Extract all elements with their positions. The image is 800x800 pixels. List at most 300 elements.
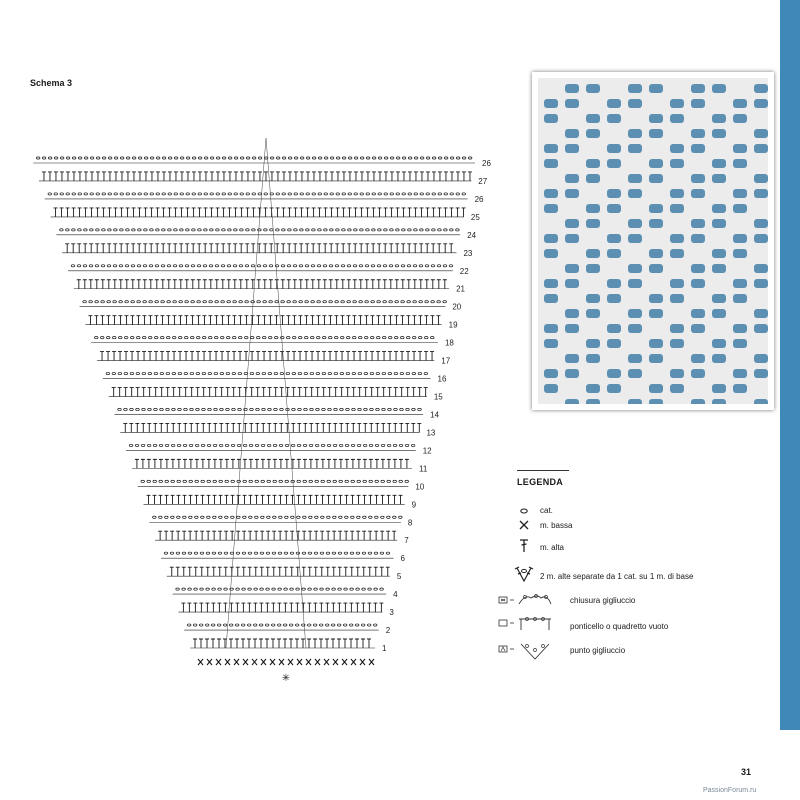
chain-mark	[273, 516, 277, 518]
stitch-mark	[229, 639, 233, 648]
chain-mark	[354, 157, 358, 159]
chain-mark	[100, 337, 104, 339]
chain-mark	[383, 265, 387, 267]
chain-mark	[208, 337, 212, 339]
chain-mark	[287, 265, 291, 267]
chain-mark	[406, 372, 410, 374]
stitch-mark	[449, 244, 453, 253]
stitch-mark	[120, 172, 124, 181]
chain-mark	[277, 624, 281, 626]
stitch-mark	[205, 639, 209, 648]
chain-mark	[194, 552, 198, 554]
chain-mark	[380, 552, 384, 554]
stitch-mark	[250, 316, 254, 325]
stitch-mark	[371, 244, 375, 253]
chain-mark	[233, 301, 237, 303]
stitch-mark	[399, 423, 403, 432]
chain-mark	[231, 480, 235, 482]
stitch-mark	[204, 208, 208, 217]
stitch-mark	[369, 459, 373, 468]
chain-mark	[360, 229, 364, 231]
schema-title: Schema 3	[30, 78, 73, 88]
mesh-hole	[586, 159, 600, 168]
mesh-hole	[607, 279, 621, 288]
foundation-single-crochet	[279, 659, 284, 665]
chain-mark	[250, 408, 254, 410]
chain-mark	[347, 265, 351, 267]
chain-mark	[337, 624, 341, 626]
stitch-mark	[102, 172, 106, 181]
stitch-mark	[200, 567, 204, 576]
stitch-mark	[376, 352, 380, 361]
chain-mark	[292, 337, 296, 339]
stitch-mark	[244, 316, 248, 325]
chain-mark	[383, 301, 387, 303]
stitch-mark	[379, 603, 383, 612]
chain-mark	[188, 552, 192, 554]
mesh-hole	[649, 264, 663, 273]
mesh-hole	[565, 144, 579, 153]
chain-mark	[224, 588, 228, 590]
stitch-mark	[215, 280, 219, 289]
chain-mark	[431, 265, 435, 267]
stitch-mark	[182, 531, 186, 540]
stitch-mark	[207, 495, 211, 504]
mesh-hole	[712, 264, 726, 273]
stitch-mark	[370, 316, 374, 325]
chain-mark	[252, 193, 256, 195]
stitch-mark	[230, 531, 234, 540]
stitch-mark	[184, 316, 188, 325]
chain-mark	[315, 480, 319, 482]
chain-mark	[351, 444, 355, 446]
stitch-mark	[143, 280, 147, 289]
stitch-mark	[210, 208, 214, 217]
chain-mark	[351, 480, 355, 482]
chain-mark	[300, 157, 304, 159]
chain-mark	[359, 265, 363, 267]
chain-mark	[387, 444, 391, 446]
chain-mark	[400, 372, 404, 374]
chain-mark	[278, 588, 282, 590]
chain-mark	[262, 408, 266, 410]
stitch-mark	[438, 208, 442, 217]
chain-mark	[306, 157, 310, 159]
stitch-mark	[132, 208, 136, 217]
chain-mark	[143, 301, 147, 303]
chain-mark	[357, 444, 361, 446]
chain-mark	[171, 444, 175, 446]
chain-mark	[113, 265, 117, 267]
stitch-mark	[273, 495, 277, 504]
stitch-mark	[426, 208, 430, 217]
chain-mark	[224, 552, 228, 554]
row-number: 23	[463, 248, 473, 258]
stitch-mark	[130, 316, 134, 325]
chain-mark	[311, 301, 315, 303]
stitch-mark	[369, 423, 373, 432]
chain-mark	[414, 157, 418, 159]
chain-mark	[142, 337, 146, 339]
chain-mark	[247, 624, 251, 626]
stitch-mark	[293, 244, 297, 253]
stitch-mark	[414, 172, 418, 181]
chain-mark	[251, 265, 255, 267]
stitch-mark	[263, 280, 267, 289]
stitch-mark	[90, 172, 94, 181]
foundation-single-crochet	[342, 659, 347, 665]
chain-mark	[393, 444, 397, 446]
stitch-mark	[262, 388, 266, 397]
chain-mark	[214, 408, 218, 410]
stitch-mark	[176, 531, 180, 540]
stitch-mark	[268, 352, 272, 361]
stitch-mark	[241, 639, 245, 648]
chain-mark	[264, 229, 268, 231]
chain-mark	[372, 157, 376, 159]
chain-mark	[420, 229, 424, 231]
mesh-hole	[565, 189, 579, 198]
stitch-mark	[237, 495, 241, 504]
chain-mark	[72, 229, 76, 231]
stitch-mark	[365, 280, 369, 289]
chain-mark	[266, 588, 270, 590]
stitch-mark	[424, 316, 428, 325]
mesh-hole	[565, 129, 579, 138]
chain-mark	[450, 157, 454, 159]
chain-mark	[251, 301, 255, 303]
stitch-mark	[252, 208, 256, 217]
mesh-hole	[586, 309, 600, 318]
stitch-mark	[337, 639, 341, 648]
legend-lily-stitch-text: punto gigliuccio	[570, 646, 626, 655]
chain-mark	[310, 408, 314, 410]
chain-mark	[214, 372, 218, 374]
chain-mark	[300, 229, 304, 231]
foundation-single-crochet	[288, 659, 293, 665]
stitch-mark	[233, 280, 237, 289]
chain-mark	[377, 265, 381, 267]
stitch-mark	[215, 244, 219, 253]
chain-mark	[313, 624, 317, 626]
stitch-mark	[355, 639, 359, 648]
chain-mark	[138, 157, 142, 159]
stitch-mark	[225, 459, 229, 468]
mesh-hole	[628, 279, 642, 288]
stitch-mark	[371, 280, 375, 289]
chain-mark	[432, 157, 436, 159]
stitch-mark	[207, 459, 211, 468]
chain-mark	[418, 337, 422, 339]
chain-mark	[227, 265, 231, 267]
chain-mark	[386, 552, 390, 554]
chain-mark	[176, 552, 180, 554]
stitch-mark	[413, 244, 417, 253]
chain-mark	[269, 265, 273, 267]
chain-mark	[261, 516, 265, 518]
stitch-mark	[245, 244, 249, 253]
chain-mark	[201, 480, 205, 482]
stitch-mark	[112, 316, 116, 325]
chain-mark	[240, 229, 244, 231]
stitch-mark	[192, 172, 196, 181]
chain-mark	[72, 157, 76, 159]
foundation-single-crochet	[261, 659, 266, 665]
stitch-mark	[316, 388, 320, 397]
chain-mark	[408, 157, 412, 159]
chain-mark	[258, 157, 262, 159]
stitch-mark	[340, 316, 344, 325]
stitch-mark	[173, 244, 177, 253]
chain-mark	[173, 265, 177, 267]
stitch-mark	[419, 280, 423, 289]
stitch-mark	[90, 208, 94, 217]
stitch-mark	[327, 495, 331, 504]
chain-mark	[180, 229, 184, 231]
chain-mark	[402, 157, 406, 159]
stitch-mark	[240, 172, 244, 181]
stitch-mark	[191, 244, 195, 253]
chain-mark	[400, 337, 404, 339]
mesh-hole	[565, 99, 579, 108]
chain-mark	[164, 552, 168, 554]
row-number: 8	[407, 518, 413, 528]
stitch-mark	[424, 352, 428, 361]
mesh-hole	[607, 294, 621, 303]
chain-mark	[90, 157, 94, 159]
legend-lily-closure-text: chiusura gigliuccio	[570, 596, 636, 605]
chain-mark	[298, 408, 302, 410]
stitch-mark	[327, 423, 331, 432]
chain-mark	[295, 624, 299, 626]
chain-mark	[101, 301, 105, 303]
chain-mark	[334, 408, 338, 410]
chain-mark	[270, 229, 274, 231]
stitch-mark	[101, 280, 105, 289]
stitch-mark	[326, 531, 330, 540]
stitch-mark	[260, 567, 264, 576]
mesh-hole	[754, 354, 768, 363]
chain-mark	[328, 408, 332, 410]
stitch-mark	[325, 639, 329, 648]
stitch-mark	[333, 423, 337, 432]
stitch-mark	[179, 280, 183, 289]
stitch-mark	[273, 423, 277, 432]
chain-mark	[102, 229, 106, 231]
chain-mark	[132, 157, 136, 159]
stitch-mark	[119, 244, 123, 253]
chain-mark	[356, 552, 360, 554]
chain-mark	[340, 337, 344, 339]
stitch-mark	[202, 388, 206, 397]
chain-mark	[198, 157, 202, 159]
stitch-mark	[66, 208, 70, 217]
chain-mark	[156, 229, 160, 231]
stitch-mark	[362, 531, 366, 540]
stitch-mark	[77, 244, 81, 253]
stitch-mark	[363, 423, 367, 432]
stitch-mark	[274, 352, 278, 361]
foundation-single-crochet	[333, 659, 338, 665]
stitch-mark	[306, 172, 310, 181]
chain-mark	[154, 408, 158, 410]
stitch-mark	[221, 244, 225, 253]
stitch-mark	[351, 459, 355, 468]
stitch-mark	[332, 567, 336, 576]
stitch-mark	[219, 423, 223, 432]
stitch-mark	[147, 423, 151, 432]
stitch-mark	[387, 459, 391, 468]
mesh-hole	[586, 129, 600, 138]
chain-mark	[420, 157, 424, 159]
chain-mark	[279, 516, 283, 518]
chain-mark	[329, 301, 333, 303]
stitch-mark	[315, 495, 319, 504]
stitch-mark	[393, 459, 397, 468]
chain-mark	[243, 516, 247, 518]
chain-mark	[226, 408, 230, 410]
chain-mark	[165, 444, 169, 446]
stitch-mark	[394, 388, 398, 397]
chain-mark	[413, 265, 417, 267]
chain-mark	[332, 588, 336, 590]
chain-mark	[352, 372, 356, 374]
chain-mark	[250, 337, 254, 339]
stitch-mark	[171, 459, 175, 468]
stitch-mark	[284, 567, 288, 576]
chain-mark	[339, 444, 343, 446]
chain-mark	[285, 480, 289, 482]
stitch-mark	[217, 603, 221, 612]
stitch-mark	[294, 208, 298, 217]
stitch-mark	[418, 352, 422, 361]
stitch-mark	[194, 567, 198, 576]
chain-mark	[315, 516, 319, 518]
chain-mark	[242, 552, 246, 554]
stitch-mark	[150, 172, 154, 181]
chain-mark	[207, 516, 211, 518]
stitch-mark	[165, 423, 169, 432]
stitch-mark	[462, 172, 466, 181]
chain-mark	[462, 157, 466, 159]
mesh-hole	[691, 144, 705, 153]
chain-mark	[89, 265, 93, 267]
mesh-hole	[565, 324, 579, 333]
chain-mark	[357, 516, 361, 518]
chain-mark	[236, 552, 240, 554]
chain-mark	[246, 229, 250, 231]
chain-mark	[303, 444, 307, 446]
chain-mark	[308, 552, 312, 554]
stitch-mark	[256, 388, 260, 397]
chain-mark	[346, 372, 350, 374]
chain-mark	[240, 193, 244, 195]
chain-mark	[168, 193, 172, 195]
stitch-mark	[265, 603, 269, 612]
chain-mark	[378, 157, 382, 159]
chain-mark	[249, 516, 253, 518]
stitch-mark	[100, 316, 104, 325]
chain-mark	[165, 480, 169, 482]
chain-mark	[324, 193, 328, 195]
stitch-mark	[468, 172, 472, 181]
mesh-hole	[754, 279, 768, 288]
chain-mark	[178, 337, 182, 339]
stitch-mark	[248, 567, 252, 576]
chain-mark	[125, 265, 129, 267]
chain-mark	[316, 408, 320, 410]
chain-mark	[358, 408, 362, 410]
filet-crochet-photo-illustration	[538, 78, 768, 404]
chain-mark	[144, 193, 148, 195]
stitch-mark	[60, 208, 64, 217]
mesh-hole	[670, 189, 684, 198]
stitch-mark	[238, 352, 242, 361]
chain-mark	[126, 229, 130, 231]
chain-mark	[120, 193, 124, 195]
stitch-mark	[183, 459, 187, 468]
chain-mark	[207, 444, 211, 446]
chain-mark	[352, 337, 356, 339]
stitch-mark	[408, 208, 412, 217]
mesh-hole	[712, 129, 726, 138]
chain-mark	[406, 337, 410, 339]
stitch-mark	[389, 244, 393, 253]
chain-mark	[212, 588, 216, 590]
mesh-hole	[733, 384, 747, 393]
stitch-mark	[317, 244, 321, 253]
stitch-mark	[200, 531, 204, 540]
stitch-mark	[236, 567, 240, 576]
chain-mark	[90, 229, 94, 231]
chain-mark	[120, 157, 124, 159]
mesh-hole	[544, 99, 558, 108]
chain-mark	[239, 301, 243, 303]
chain-mark	[222, 193, 226, 195]
foundation-single-crochet	[297, 659, 302, 665]
chain-mark	[328, 372, 332, 374]
mesh-hole	[649, 339, 663, 348]
chain-mark	[77, 265, 81, 267]
stitch-mark	[240, 208, 244, 217]
chain-mark	[346, 408, 350, 410]
stitch-mark	[339, 495, 343, 504]
chain-mark	[288, 193, 292, 195]
chain-mark	[222, 157, 226, 159]
mesh-hole	[670, 279, 684, 288]
stitch-mark	[344, 531, 348, 540]
chain-mark	[228, 193, 232, 195]
stitch-mark	[307, 639, 311, 648]
stitch-mark	[280, 316, 284, 325]
chain-mark	[293, 301, 297, 303]
chain-mark	[186, 157, 190, 159]
mesh-hole	[754, 99, 768, 108]
stitch-mark	[316, 352, 320, 361]
stitch-mark	[402, 172, 406, 181]
stitch-mark	[195, 495, 199, 504]
stitch-mark	[359, 280, 363, 289]
stitch-mark	[364, 316, 368, 325]
chain-mark	[112, 337, 116, 339]
stitch-mark	[297, 459, 301, 468]
chain-mark	[366, 229, 370, 231]
stitch-mark	[227, 280, 231, 289]
chain-mark	[179, 265, 183, 267]
stitch-mark	[256, 316, 260, 325]
stitch-mark	[381, 423, 385, 432]
mesh-hole	[544, 144, 558, 153]
